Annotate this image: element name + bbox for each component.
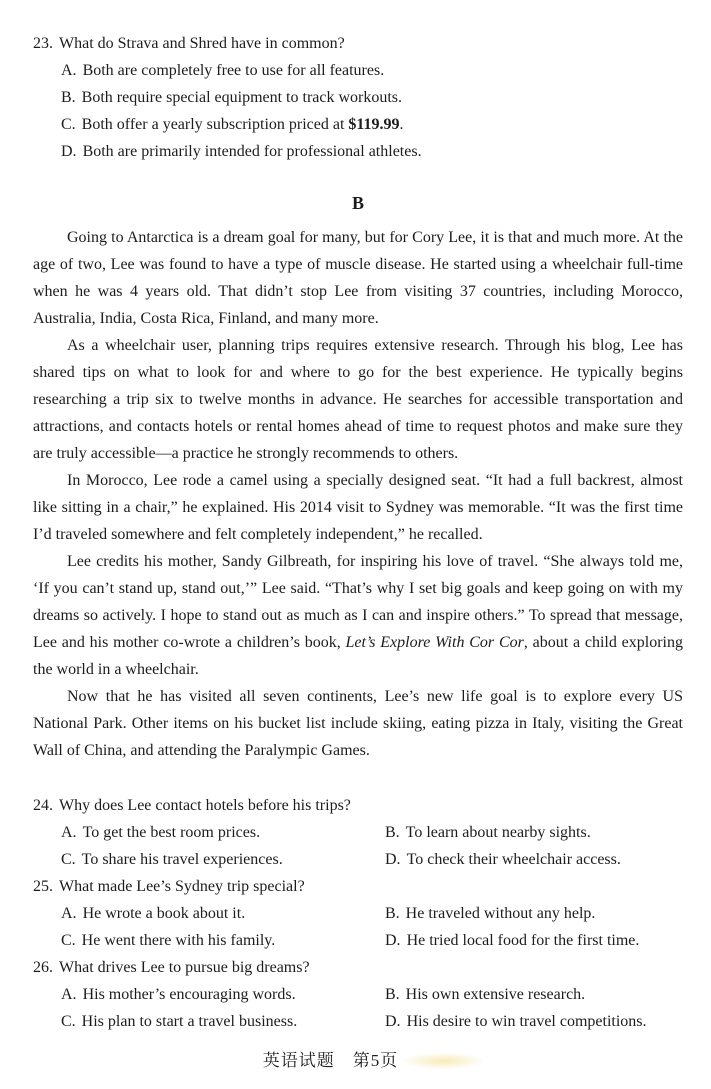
option-label: A. [61,905,77,922]
option-text: His mother’s encouraging words. [82,986,296,1003]
option-d [385,1008,683,1035]
question-number: 25. [33,878,53,895]
option-text: Both require special equipment to track workouts. [81,89,403,106]
option-label: A. [61,824,77,841]
passage-paragraph-3: In Morocco, Lee rode a camel using a specially designed seat. “It had a full backrest, almost like sitting in a chair,” he explained. His 2014 visit to Sydney was memorable. “It was the first time I’d traveled somewhere and felt completely independent,” he recalled. [33,472,683,543]
option-text: To learn about nearby sights. [405,824,591,841]
option-text: To check their wheelchair access. [406,851,621,868]
reading-passage [33,224,683,764]
paragraph-4-text-after: , about a child exploring the world in a wheelchair. [33,634,683,678]
paragraph-4-text: Lee credits his mother, Sandy Gilbreath, for inspiring his love of travel. “She always told me, ‘If you can’t stand up, stand out,’” Lee said. “That’s why I set big goals and keep going on with my dreams so actively. I hope to stand out as much as I can and inspire others.” To spread that message, Lee and his mother co-wrote a children’s book, [33,553,683,651]
question-24 [33,792,683,873]
option-text: His desire to win travel competitions. [406,1013,647,1030]
question-24-options-row-2 [61,846,683,873]
option-label: B. [385,905,400,922]
option-label: B. [385,986,400,1003]
option-d [61,138,683,165]
footer-text-wrap [263,1049,399,1073]
question-25-options-row-1 [61,900,683,927]
page-footer [0,1049,711,1073]
option-text: To get the best room prices. [82,824,261,841]
question-25-stem [33,873,683,900]
option-text: He tried local food for the first time. [406,932,640,949]
option-text: Both offer a yearly subscription priced at [81,116,345,133]
question-number: 24. [33,797,53,814]
section-b-header: B [351,193,364,213]
option-d [385,927,683,954]
passage-paragraph-2: As a wheelchair user, planning trips requires extensive research. Through his blog, Lee has shared tips on what to look for and where to go for the best experience. He typically begins researching a trip six to twelve months in advance. He searches for accessible transportation and attractions, and contacts hotels or rental homes ahead of time to request photos and make sure they are truly accessible—a practice he strongly recommends to others. [33,337,683,462]
passage-paragraph-5: Now that he has visited all seven continents, Lee’s new life goal is to explore every US National Park. Other items on his bucket list include skiing, eating pizza in Italy, visiting the Great Wall of China, and attending the Paralympic Games. [33,688,683,759]
option-a [61,57,683,84]
price-text: $119.99 [348,116,400,133]
passage-paragraph-1: Going to Antarctica is a dream goal for many, but for Cory Lee, it is that and much more. At the age of two, Lee was found to have a type of muscle disease. He started using a wheelchair full-time when he was 4 years old. That didn’t stop Lee from visiting 37 countries, including Morocco, Australia, India, Costa Rica, Finland, and many more. [33,229,683,327]
question-26 [33,954,683,1035]
question-stem-text: What do Strava and Shred have in common? [59,35,345,52]
option-label: A. [61,62,77,79]
option-text: To share his travel experiences. [81,851,283,868]
option-label: D. [385,851,401,868]
option-text: He went there with his family. [81,932,276,949]
question-23-stem [33,30,683,57]
option-c [61,846,385,873]
question-number: 23. [33,35,53,52]
option-text: His plan to start a travel business. [81,1013,298,1030]
option-a [61,819,385,846]
option-a [61,900,385,927]
option-c [61,927,385,954]
option-label: B. [385,824,400,841]
option-label: C. [61,851,76,868]
question-24-stem [33,792,683,819]
question-23-options [33,57,683,165]
option-label: D. [385,932,401,949]
option-b [385,819,683,846]
highlight-smudge [403,1053,483,1069]
option-label: C. [61,1013,76,1030]
question-stem-text: What drives Lee to pursue big dreams? [59,959,310,976]
option-label: A. [61,986,77,1003]
option-b [61,84,683,111]
passage-paragraph-4 [33,548,683,683]
option-text: Both are completely free to use for all features. [82,62,385,79]
question-25-options-row-2 [61,927,683,954]
option-text: He traveled without any help. [405,905,596,922]
question-stem-text: Why does Lee contact hotels before his trips? [59,797,351,814]
option-label: D. [385,1013,401,1030]
book-title: Let’s Explore With Cor Cor [345,634,524,651]
option-d [385,846,683,873]
option-label: C. [61,116,76,133]
question-26-options-row-1 [61,981,683,1008]
option-label: D. [61,143,77,160]
option-text: Both are primarily intended for professional athletes. [82,143,422,160]
footer-page-label: 英语试题 第5页 [262,1051,399,1070]
question-number: 26. [33,959,53,976]
option-text: He wrote a book about it. [82,905,246,922]
question-24-options-row-1 [61,819,683,846]
question-25 [33,873,683,954]
option-label: C. [61,932,76,949]
question-23 [33,30,683,165]
option-b [385,900,683,927]
option-label: B. [61,89,76,106]
option-text-suffix: . [399,116,404,133]
question-stem-text: What made Lee’s Sydney trip special? [59,878,305,895]
option-b [385,981,683,1008]
option-text: His own extensive research. [405,986,586,1003]
option-c [61,111,683,138]
option-c [61,1008,385,1035]
option-a [61,981,385,1008]
question-26-options-row-2 [61,1008,683,1035]
question-26-stem [33,954,683,981]
